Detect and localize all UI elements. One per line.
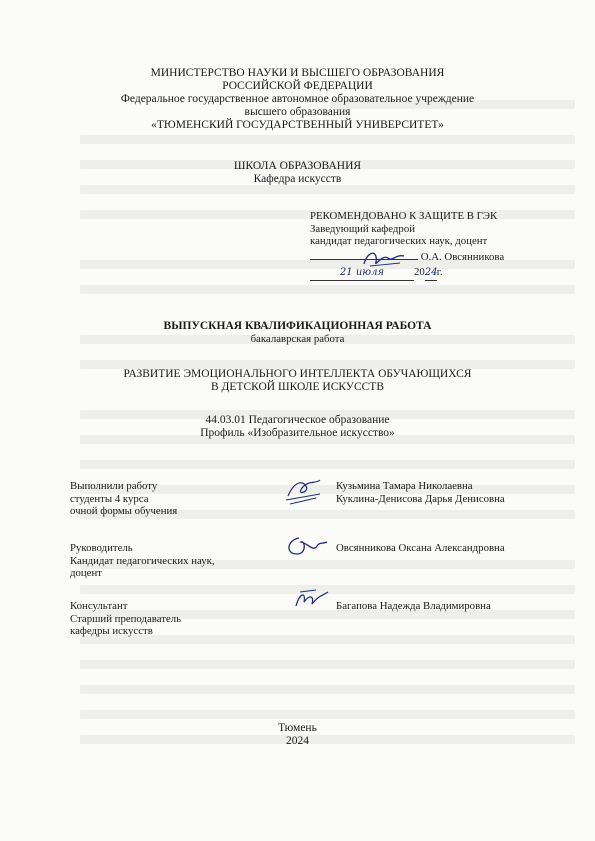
supervisor-label <box>70 542 215 580</box>
school-block <box>0 160 595 186</box>
approval-date-handwritten: 21 июля <box>310 267 414 281</box>
approval-degree: кандидат педагогических наук, доцент <box>310 235 488 247</box>
consultant-label-line-3: кафедры искусств <box>70 625 153 637</box>
work-level: бакалаврская работа <box>250 333 345 345</box>
consultant-label-line-2: Старший преподаватель <box>70 612 182 625</box>
university-name: «ТЮМЕНСКИЙ ГОСУДАРСТВЕННЫЙ УНИВЕРСИТЕТ» <box>151 119 444 131</box>
work-type: ВЫПУСКНАЯ КВАЛИФИКАЦИОННАЯ РАБОТА <box>163 320 432 332</box>
ministry-line-2: РОССИЙСКОЙ ФЕДЕРАЦИИ <box>222 80 373 92</box>
consultant-name: Багапова Надежда Владимировна <box>336 600 491 612</box>
program-code: 44.03.01 Педагогическое образование <box>205 414 390 426</box>
footer-year: 2024 <box>286 735 309 747</box>
consultant-signature-icon <box>290 586 330 614</box>
supervisor-label-line-3: доцент <box>70 567 102 579</box>
consultant-label <box>70 600 181 638</box>
footer-city: Тюмень <box>278 722 317 734</box>
approval-title: РЕКОМЕНДОВАНО К ЗАЩИТЕ В ГЭК <box>310 210 498 222</box>
approval-year-prefix: 20 <box>414 266 425 278</box>
thesis-title <box>0 368 595 394</box>
performers-label-line-3: очной формы обучения <box>70 505 178 517</box>
supervisor-label-line-2: Кандидат педагогических наук, <box>70 554 215 567</box>
approval-year-handwritten: 24 <box>425 267 437 281</box>
thesis-title-line-1: РАЗВИТИЕ ЭМОЦИОНАЛЬНОГО ИНТЕЛЛЕКТА ОБУЧАЮЩИХСЯ <box>123 368 472 380</box>
consultant-label-line-1: Консультант <box>70 600 128 612</box>
supervisor-signature-icon <box>283 534 329 560</box>
institution-line-1: Федеральное государственное автономное образовательное учреждение <box>120 93 475 105</box>
ministry-line-1: МИНИСТЕРСТВО НАУКИ И ВЫСШЕГО ОБРАЗОВАНИЯ <box>150 67 445 79</box>
footer-block <box>0 722 595 748</box>
institution-line-2: высшего образования <box>244 106 351 118</box>
approval-year-suffix: г. <box>436 266 443 278</box>
performers-label <box>70 480 177 518</box>
approval-name: О.А. Овсянникова <box>420 250 505 263</box>
approval-position: Заведующий кафедрой <box>310 222 416 235</box>
work-block <box>0 320 595 346</box>
supervisor-label-line-1: Руководитель <box>70 542 133 554</box>
performer-2-name: Куклина-Денисова Дарья Денисовна <box>336 492 505 505</box>
performers-signature-icon <box>282 474 326 506</box>
supervisor-name: Овсянникова Оксана Александровна <box>336 542 505 554</box>
performer-1-name: Кузьмина Тамара Николаевна <box>336 480 473 492</box>
performers-names <box>336 480 505 505</box>
header-block <box>0 67 595 132</box>
thesis-title-line-2: В ДЕТСКОЙ ШКОЛЕ ИСКУССТВ <box>211 381 384 393</box>
head-signature-icon <box>360 248 410 270</box>
department-name: Кафедра искусств <box>253 173 342 185</box>
performers-label-line-1: Выполнили работу <box>70 480 158 492</box>
performers-label-line-2: студенты 4 курса <box>70 492 149 505</box>
program-profile: Профиль «Изобразительное искусство» <box>200 427 395 439</box>
school-name: ШКОЛА ОБРАЗОВАНИЯ <box>233 160 362 172</box>
program-block <box>0 414 595 440</box>
